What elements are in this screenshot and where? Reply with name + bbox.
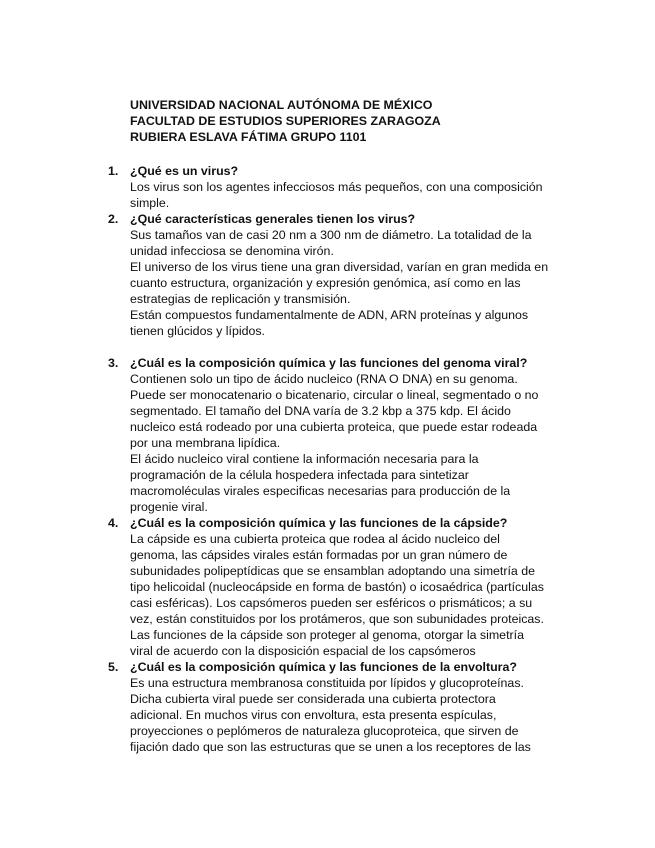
answer-line: La cápside es una cubierta proteica que rodea al ácido nucleico del bbox=[130, 532, 500, 546]
answer-line: tipo helicoidal (nucleocápside en forma de bastón) o icosaédrica (partículas bbox=[130, 580, 544, 594]
answer-line: progenie viral. bbox=[130, 500, 208, 514]
answer-line: fijación dado que son las estructuras que se unen a los receptores de las bbox=[130, 740, 531, 754]
question-title: ¿Cuál es la composición química y las funciones de la cápside? bbox=[130, 516, 508, 530]
question-3 bbox=[108, 355, 578, 515]
answer-line: macromoléculas virales especificas necesarias para producción de la bbox=[130, 484, 511, 498]
answer-line: subunidades polipeptídicas que se ensamblan adoptando una simetría de bbox=[130, 564, 536, 578]
question-5 bbox=[108, 659, 578, 755]
question-title: ¿Qué es un virus? bbox=[130, 164, 239, 178]
student-name-group: RUBIERA ESLAVA FÁTIMA GRUPO 1101 bbox=[130, 130, 367, 144]
university-name: UNIVERSIDAD NACIONAL AUTÓNOMA DE MÉXICO bbox=[130, 98, 433, 112]
answer-line: casi esféricas). Los capsómeros pueden ser esféricos o prismáticos; a su bbox=[130, 596, 533, 610]
answer-line: cuanto estructura, organización y expresión genómica, así como en las bbox=[130, 276, 521, 290]
answer-line: adicional. En muchos virus con envoltura, esta presenta espículas, bbox=[130, 708, 497, 722]
answer-line: Puede ser monocatenario o bicatenario, circular o lineal, segmentado o no bbox=[130, 388, 539, 402]
answer-line: Sus tamaños van de casi 20 nm a 300 nm de diámetro. La totalidad de la bbox=[130, 228, 532, 242]
question-1 bbox=[108, 163, 578, 211]
faculty-name: FACULTAD DE ESTUDIOS SUPERIORES ZARAGOZA bbox=[130, 114, 441, 128]
answer-line: Las funciones de la cápside son proteger al genoma, otorgar la simetría bbox=[130, 628, 524, 642]
question-title: ¿Qué características generales tienen los virus? bbox=[130, 212, 416, 226]
answer-line: Están compuestos fundamentalmente de ADN, ARN proteínas y algunos bbox=[130, 308, 529, 322]
answer-line: tienen glúcidos y lípidos. bbox=[130, 324, 266, 338]
answer-line: genoma, las cápsides virales están formadas por un gran número de bbox=[130, 548, 508, 562]
question-title: ¿Cuál es la composición química y las funciones de la envoltura? bbox=[130, 660, 517, 674]
answer-line: estrategias de replicación y transmisión. bbox=[130, 292, 351, 306]
question-title: ¿Cuál es la composición química y las funciones del genoma viral? bbox=[130, 356, 528, 370]
question-number: 1. bbox=[108, 164, 119, 178]
question-number: 3. bbox=[108, 356, 119, 370]
answer-line: segmentado. El tamaño del DNA varía de 3.2 kbp a 375 kdp. El ácido bbox=[130, 404, 511, 418]
answer-line: programación de la célula hospedera infectada para sintetizar bbox=[130, 468, 469, 482]
answer-line: El universo de los virus tiene una gran diversidad, varían en gran medida en bbox=[130, 260, 549, 274]
question-number: 4. bbox=[108, 516, 119, 530]
answer-line: vez, están constituidos por los protámeros, que son subunidades proteicas. bbox=[130, 612, 544, 626]
answer-line: unidad infecciosa se denomina virón. bbox=[130, 244, 334, 258]
answer-line: simple. bbox=[130, 196, 170, 210]
answer-line: Es una estructura membranosa constituida por lípidos y glucoproteínas. bbox=[130, 676, 524, 690]
question-2 bbox=[108, 211, 578, 355]
answer-line: Los virus son los agentes infecciosos más pequeños, con una composición bbox=[130, 180, 543, 194]
answer-line: Contienen solo un tipo de ácido nucleico (RNA O DNA) en su genoma. bbox=[130, 372, 518, 386]
answer-line: proyecciones o peplómeros de naturaleza glucoproteica, que sirven de bbox=[130, 724, 519, 738]
questions-list bbox=[108, 163, 578, 755]
question-4 bbox=[108, 515, 578, 659]
document-header bbox=[130, 97, 441, 145]
answer-line: El ácido nucleico viral contiene la información necesaria para la bbox=[130, 452, 479, 466]
answer-line: Dicha cubierta viral puede ser considerada una cubierta protectora bbox=[130, 692, 496, 706]
answer-line: por una membrana lipídica. bbox=[130, 436, 281, 450]
answer-line: viral de acuerdo con la disposición espacial de los capsómeros bbox=[130, 644, 476, 658]
answer-line: nucleico está rodeado por una cubierta proteica, que puede estar rodeada bbox=[130, 420, 538, 434]
blank-line bbox=[130, 339, 578, 355]
question-number: 2. bbox=[108, 212, 119, 226]
question-number: 5. bbox=[108, 660, 119, 674]
